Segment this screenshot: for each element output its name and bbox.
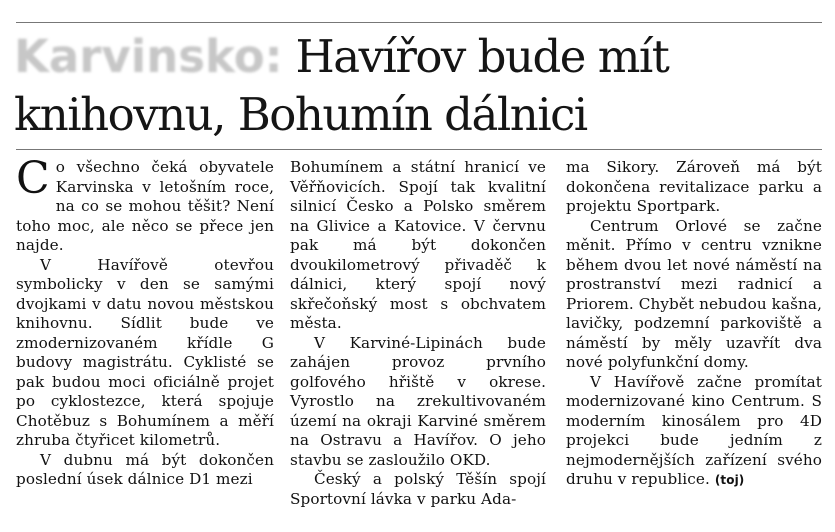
headline-rule [16,149,822,150]
paragraph: Co všechno čeká obyvatele Karvinska v letošním roce, na co se mohou těšit? Není toho moc, ale něco se přece jen najde. [16,153,274,254]
article-column-3 [566,158,822,491]
paragraph: Bohumínem a státní hranicí ve Věřňovicích. Spojí tak kvalitní silnicí Česko a Polsko směrem na Glivice a Katovice. V červnu pak má být dokončen dvoukilometrový přivaděč k dálnici, který spojí nový skřečoňský most s obchvatem města. [290,158,546,332]
paragraph: Centrum Orlové se začne měnit. Přímo v centru vznikne během dvou let nové náměstí na prostranství mezi radnicí a Priorem. Chybět nebudou kašna, lavičky, podzemní parkoviště a náměstí by měly uzavřít dva nové polyfunkční domy. [566,216,822,371]
paragraph: V Havířově otevřou symbolicky v den se samými dvojkami v datu novou městskou knihovnu. Sídlit bude ve zmodernizovaném křídle G budovy magistrátu. Cyklisté se pak budou moci oficiálně projet po cyklostezce, která spojuje Chotěbuz s Bohumínem a měří zhruba čtyřicet kilometrů. [16,255,274,449]
paragraph: ma Sikory. Zároveň má být dokončena revitalizace parku a projektu Sportpark. [566,158,822,215]
top-rule [16,22,822,23]
article-column-2 [290,158,546,509]
author-signature: (toj) [714,473,745,487]
article-column-1 [16,153,274,490]
headline [14,28,824,144]
paragraph: V dubnu má být dokončen poslední úsek dálnice D1 mezi [16,450,274,488]
paragraph: Český a polský Těšín spojí Sportovní lávka v parku Ada- [290,470,546,508]
paragraph: V Havířově začne promítat modernizované kino Centrum. S moderním kinosálem pro 4D projekci bude jedním z nejmodernějších zařízení svého druhu v republice. (toj) [566,372,822,488]
headline-kicker: Karvinsko: [14,30,283,83]
drop-cap: C [16,153,50,204]
headline-title: Havířov bude mít knihovnu, Bohumín dálnici [14,30,669,141]
paragraph: V Karviné-Lipinách bude zahájen provoz prvního golfového hřiště v okrese. Vyrostlo na zrekultivovaném území na okraji Karviné směrem na Ostravu a Havířov. O jeho stavbu se zasloužilo OKD. [290,333,546,469]
